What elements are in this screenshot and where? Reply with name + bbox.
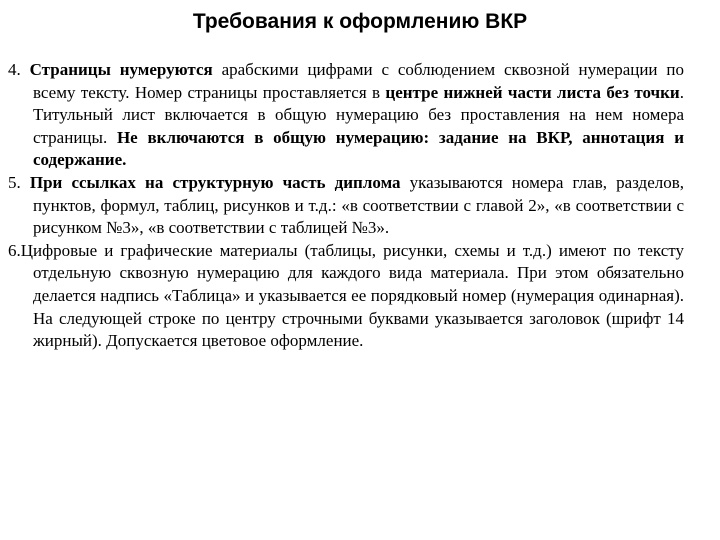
item-text-bold: При ссылках на структурную часть диплома xyxy=(29,172,401,192)
list-item xyxy=(8,240,684,353)
item-text: указываются номера глав, разделов, пунктов, формул, таблиц, рисунков и т.д.: «в соответствии с главой 2», «в соответствии с рисунком №3», «в соответствии с таблицей №3». xyxy=(33,172,684,238)
item-text: . Титульный лист включается в общую нумерацию без проставления на нем номера страницы. xyxy=(33,82,684,147)
item-text: Цифровые и графические материалы (таблицы, рисунки, схемы и т.д.) имеют по тексту отдельную сквозную нумерацию для каждого вида материала. При этом обязательно делается надпись «Таблица» и указывается ее порядковый номер (нумерация одинарная). На следующей строке по центру строчными буквами указывается заголовок (шрифт 14 жирный). Допускается цветовое оформление. xyxy=(20,240,684,351)
item-text-bold: центре нижней части листа без точки xyxy=(385,82,680,102)
item-text-bold: Не включаются в общую нумерацию: задание на ВКР, аннотация и содержание. xyxy=(33,127,684,170)
item-number: 5. xyxy=(8,172,21,192)
item-text-bold: Страницы нумеруются xyxy=(29,60,213,79)
item-number: 6. xyxy=(8,240,21,260)
list-item xyxy=(8,59,684,172)
item-number: 4. xyxy=(8,60,21,79)
list-item xyxy=(8,172,684,240)
item-text: арабскими цифрами с соблюдением сквозной нумерации по всему тексту. Номер страницы проставляется в xyxy=(33,60,684,102)
slide-content xyxy=(8,59,684,353)
slide-title: Требования к оформлению ВКР xyxy=(192,10,528,33)
